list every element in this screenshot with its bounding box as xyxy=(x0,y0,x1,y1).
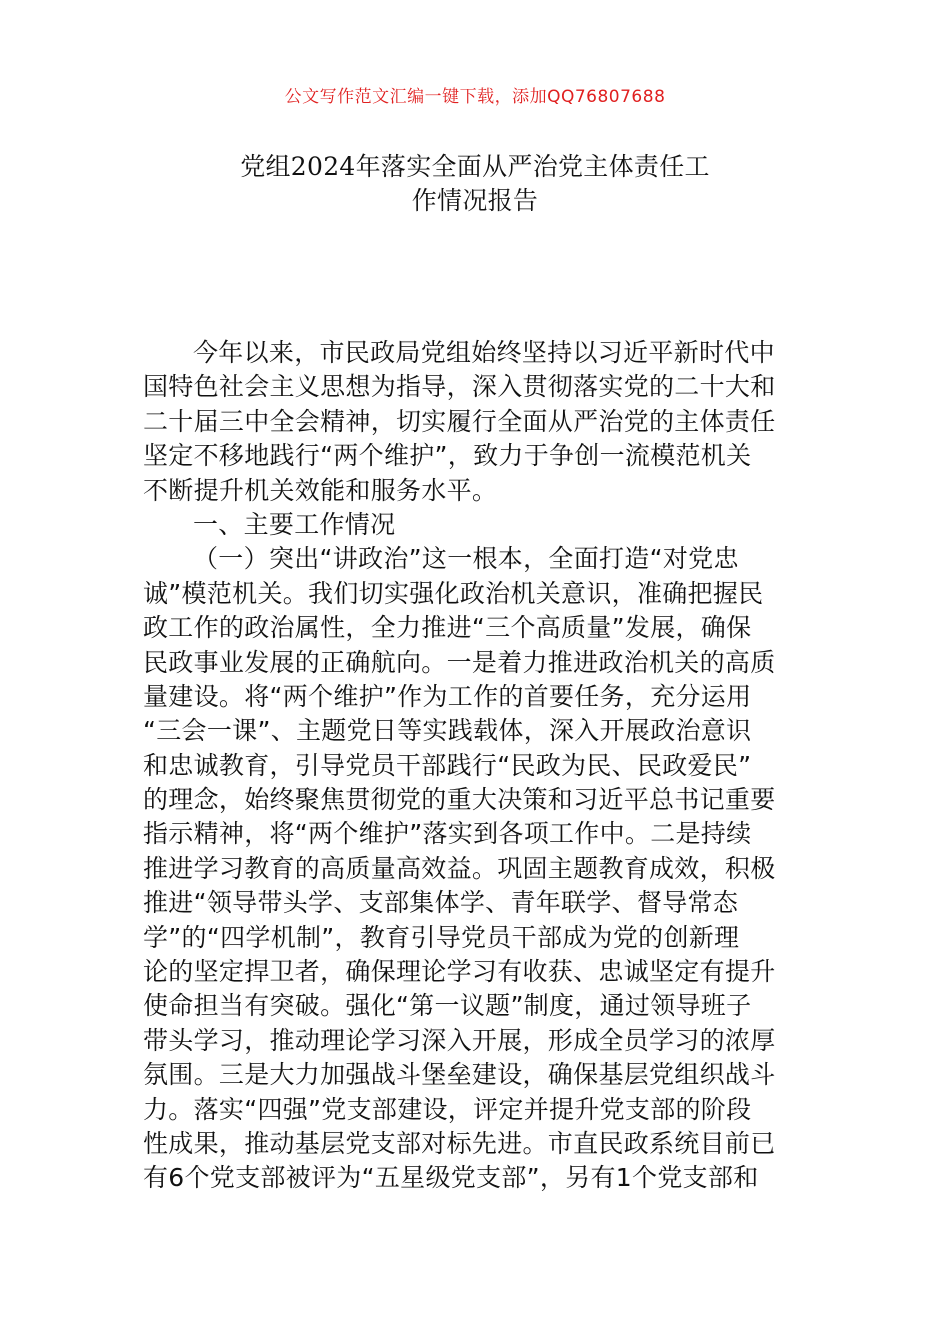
paragraph-line: 和忠诚教育，引导党员干部践行“民政为民、民政爱民” xyxy=(143,750,752,780)
paragraph-line: 使命担当有突破。强化“第一议题”制度，通过领导班子 xyxy=(143,991,752,1021)
paragraph-line: 力。落实“四强”党支部建设，评定并提升党支部的阶段 xyxy=(143,1094,752,1124)
title-line-1: 党组2024年落实全面从严治党主体责任工 xyxy=(240,152,710,181)
paragraph-line: 性成果，推动基层党支部对标先进。市直民政系统目前已 xyxy=(143,1128,776,1158)
paragraph-line: 坚定不移地践行“两个维护”，致力于争创一流模范机关 xyxy=(143,441,752,471)
paragraph-line: 政工作的政治属性，全力推进“三个高质量”发展，确保 xyxy=(143,613,752,643)
paragraph-line: 不断提升机关效能和服务水平。 xyxy=(143,475,498,505)
paragraph-line: 带头学习，推动理论学习深入开展，形成全员学习的浓厚 xyxy=(143,1025,776,1055)
paragraph-line: 有6个党支部被评为“五星级党支部”，另有1个党支部和 xyxy=(143,1163,759,1193)
paragraph-line: 的理念，始终聚焦贯彻党的重大决策和习近平总书记重要 xyxy=(143,785,776,815)
paragraph-line: 氛围。三是大力加强战斗堡垒建设，确保基层党组织战斗 xyxy=(143,1060,776,1090)
paragraph-line: 推进“领导带头学、支部集体学、青年联学、督导常态 xyxy=(143,888,739,918)
title-line-2: 作情况报告 xyxy=(411,186,539,216)
document-title xyxy=(130,150,820,219)
paragraph-line: 国特色社会主义思想为指导，深入贯彻落实党的二十大和 xyxy=(143,372,776,402)
paragraph-line: 量建设。将“两个维护”作为工作的首要任务，充分运用 xyxy=(143,681,752,711)
paragraph-line: 推进学习教育的高质量高效益。巩固主题教育成效，积极 xyxy=(143,853,776,883)
paragraph-line: 论的坚定捍卫者，确保理论学习有收获、忠诚坚定有提升 xyxy=(143,957,776,987)
paragraph-line: 今年以来，市民政局党组始终坚持以习近平新时代中 xyxy=(193,338,775,367)
paragraph-line: 指示精神，将“两个维护”落实到各项工作中。二是持续 xyxy=(143,819,752,849)
download-banner: 公文写作范文汇编一键下载，添加QQ76807688 xyxy=(284,87,666,107)
document-body xyxy=(143,336,811,1196)
paragraph-line: 二十届三中全会精神，切实履行全面从严治党的主体责任 xyxy=(143,406,776,436)
paragraph-line: 学”的“四学机制”，教育引导党员干部成为党的创新理 xyxy=(143,922,740,952)
paragraph-line: 民政事业发展的正确航向。一是着力推进政治机关的高质 xyxy=(143,647,776,677)
paragraph-line: 诚”模范机关。我们切实强化政治机关意识，准确把握民 xyxy=(143,578,764,608)
paragraph-line: “三会一课”、主题党日等实践载体，深入开展政治意识 xyxy=(143,716,752,746)
paragraph-line: （一）突出“讲政治”这一根本，全面打造“对党忠 xyxy=(193,544,739,574)
section-heading: 一、主要工作情况 xyxy=(193,509,396,539)
